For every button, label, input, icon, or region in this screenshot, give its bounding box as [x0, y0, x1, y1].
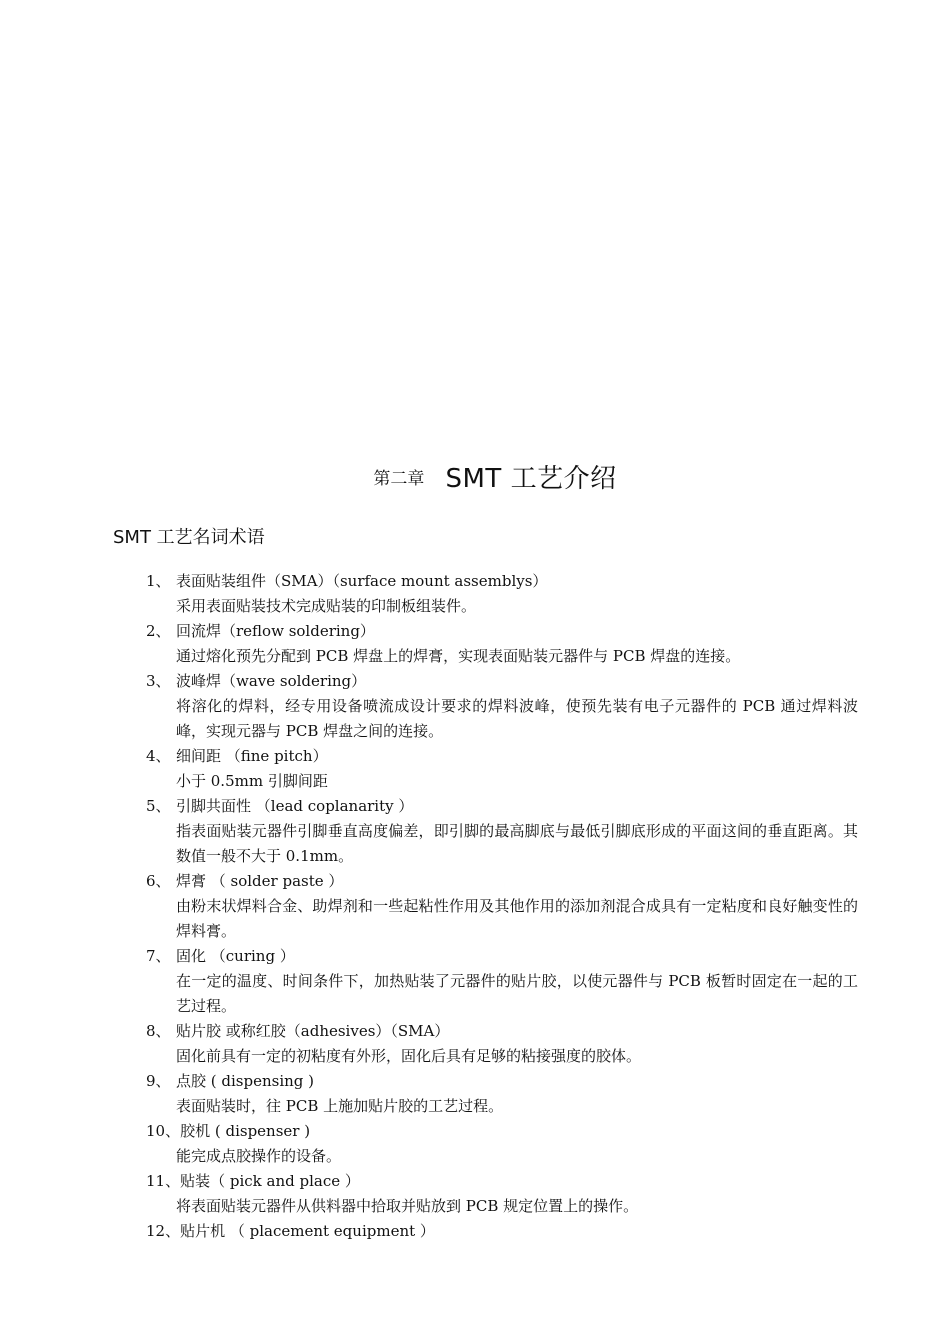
term-heading: [146, 1169, 858, 1194]
term-name: 胶机 ( dispenser ): [180, 1122, 311, 1140]
term-item: [146, 1119, 858, 1169]
chapter-heading: SMT 工艺介绍: [445, 464, 617, 494]
term-item: [146, 794, 858, 869]
term-heading: [146, 744, 858, 769]
term-heading: [146, 1219, 858, 1244]
term-number: 6、: [146, 872, 171, 890]
chapter-number: 第二章: [373, 469, 425, 489]
term-item: [146, 1019, 858, 1069]
term-name: 焊膏 （ solder paste ）: [176, 872, 344, 890]
term-number: 5、: [146, 797, 171, 815]
term-name: 贴片机 （ placement equipment ）: [180, 1222, 435, 1240]
term-item: [146, 1219, 858, 1244]
term-number: 9、: [146, 1072, 171, 1090]
term-name: 表面贴装组件（SMA）（surface mount assemblys）: [176, 572, 548, 590]
term-item: [146, 619, 858, 669]
term-list: [146, 569, 858, 1244]
term-heading: [146, 944, 858, 969]
term-item: [146, 1069, 858, 1119]
term-heading: [146, 869, 858, 894]
term-definition: 由粉末状焊料合金、助焊剂和一些起粘性作用及其他作用的添加剂混合成具有一定粘度和良好触变性的焊料膏。: [176, 897, 858, 940]
term-item: [146, 569, 858, 619]
term-item: [146, 944, 858, 1019]
term-number: 2、: [146, 622, 171, 640]
term-item: [146, 669, 858, 744]
term-number: 1、: [146, 572, 171, 590]
term-heading: [146, 569, 858, 594]
chapter-title: [0, 458, 950, 495]
term-item: [146, 869, 858, 944]
term-definition: 采用表面贴装技术完成贴装的印制板组装件。: [176, 597, 477, 615]
term-number: 3、: [146, 672, 171, 690]
term-heading: [146, 619, 858, 644]
term-definition: 将溶化的焊料，经专用设备喷流成设计要求的焊料波峰，使预先装有电子元器件的 PCB 通过焊料波峰，实现元器与 PCB 焊盘之间的连接。: [176, 697, 858, 740]
term-heading: [146, 794, 858, 819]
term-definition: 通过熔化预先分配到 PCB 焊盘上的焊膏，实现表面贴装元器件与 PCB 焊盘的连接。: [176, 647, 741, 665]
term-name: 贴片胶 或称红胶（adhesives）（SMA）: [176, 1022, 450, 1040]
term-definition: 指表面贴装元器件引脚垂直高度偏差，即引脚的最高脚底与最低引脚底形成的平面这间的垂直距离。其数值一般不大于 0.1mm。: [176, 822, 858, 865]
term-heading: [146, 1019, 858, 1044]
term-number: 7、: [146, 947, 171, 965]
term-number: 4、: [146, 747, 171, 765]
term-definition: 小于 0.5mm 引脚间距: [176, 772, 328, 790]
term-number: 12、: [146, 1222, 181, 1240]
term-number: 8、: [146, 1022, 171, 1040]
term-name: 点胶 ( dispensing ): [176, 1072, 315, 1090]
term-name: 回流焊（reflow soldering）: [176, 622, 375, 640]
term-heading: [146, 1119, 858, 1144]
term-name: 固化 （curing ）: [176, 947, 295, 965]
term-heading: [146, 1069, 858, 1094]
term-item: [146, 744, 858, 794]
term-definition: 能完成点胶操作的设备。: [176, 1147, 342, 1165]
term-definition: 在一定的温度、时间条件下，加热贴装了元器件的贴片胶，以使元器件与 PCB 板暂时固定在一起的工艺过程。: [176, 972, 858, 1015]
term-name: 细间距 （fine pitch）: [176, 747, 328, 765]
term-number: 10、: [146, 1122, 181, 1140]
term-heading: [146, 669, 858, 694]
term-name: 波峰焊（wave soldering）: [176, 672, 367, 690]
section-heading: SMT 工艺名词术语: [113, 527, 265, 548]
term-name: 贴装（ pick and place ）: [180, 1172, 360, 1190]
term-definition: 将表面贴装元器件从供料器中拾取并贴放到 PCB 规定位置上的操作。: [176, 1197, 639, 1215]
term-definition: 表面贴装时，往 PCB 上施加贴片胶的工艺过程。: [176, 1097, 504, 1115]
term-definition: 固化前具有一定的初粘度有外形，固化后具有足够的粘接强度的胶体。: [176, 1047, 642, 1065]
term-number: 11、: [146, 1172, 181, 1190]
term-item: [146, 1169, 858, 1219]
term-name: 引脚共面性 （lead coplanarity ）: [176, 797, 414, 815]
